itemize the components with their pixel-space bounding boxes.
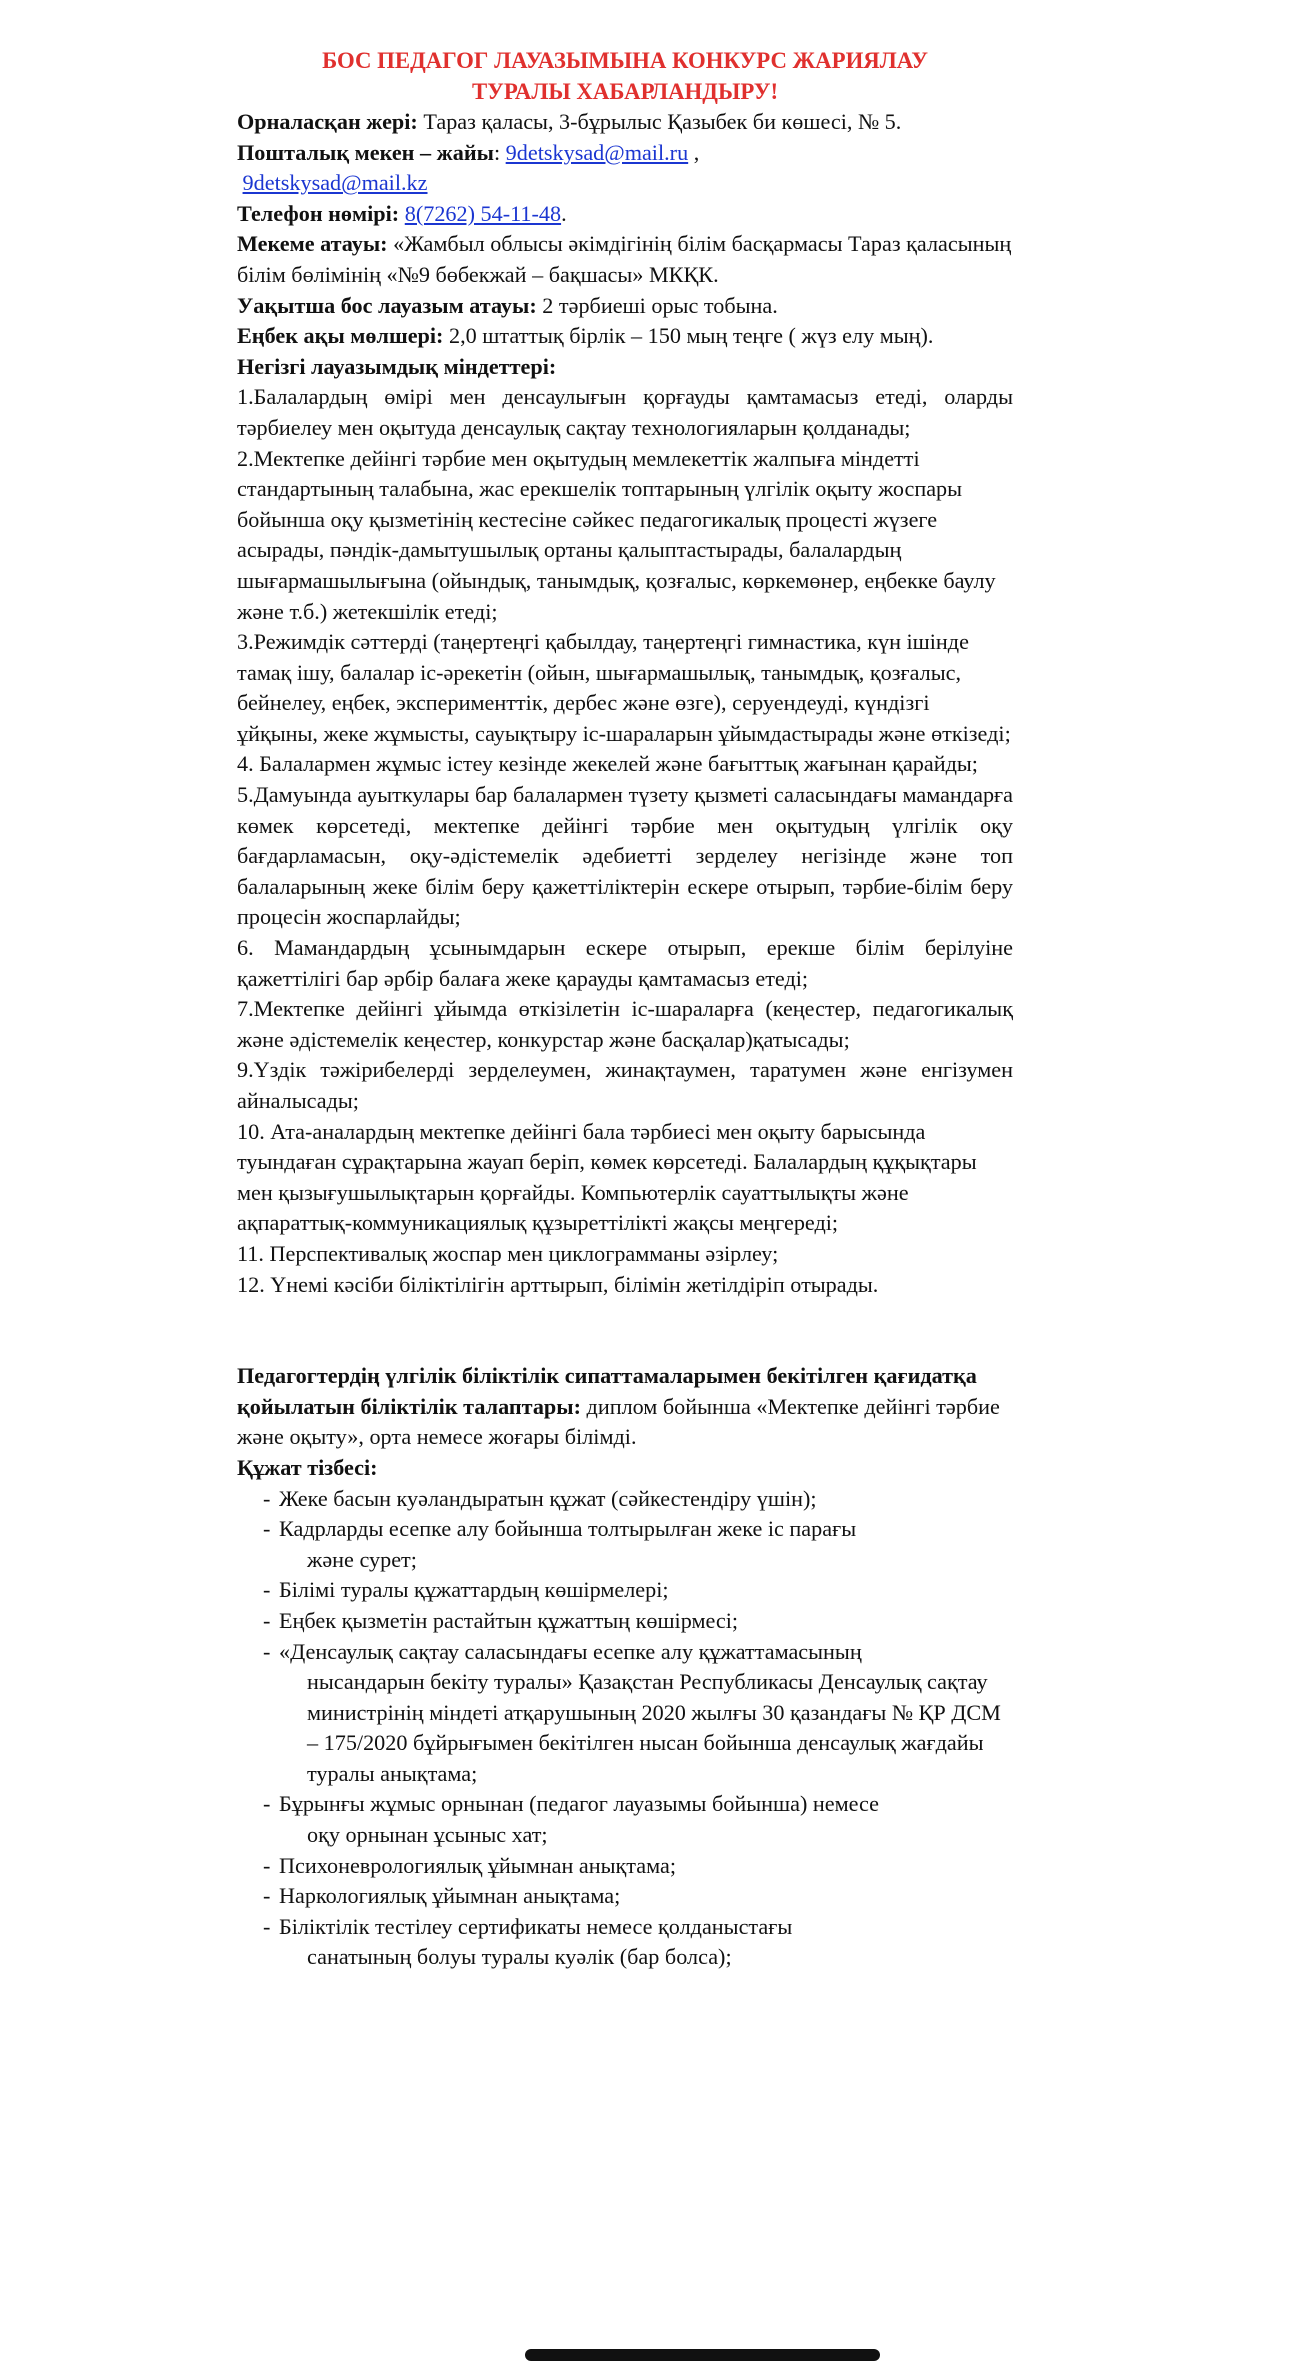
- duty-item: 9.Үздік тәжірибелерді зерделеумен, жинақтаумен, таратумен және енгізумен айналысады;: [237, 1057, 1013, 1113]
- document-item: [263, 1606, 1013, 1637]
- document-item-text: Біліктілік тестілеу сертификаты немесе қолданыстағы: [279, 1913, 793, 1939]
- phone-label: Телефон нөмірі:: [237, 200, 400, 226]
- document-item: [263, 1637, 1013, 1790]
- announcement-page: [237, 46, 1013, 1973]
- duty-item: 2.Мектепке дейінгі тәрбие мен оқытудың мемлекеттік жалпыға міндетті стандартының талабына, жас ерекшелік топтарының үлгілік оқыту жоспары бойынша оқу қызметінің кестесіне сәйкес педагогикалық процесті жүзеге асырады, пәндік-дамытушылық ортаны қалыптастырады, балалардың шығармашылығына (ойындық, танымдық, қозғалыс, көркемөнер, еңбекке баулу және т.б.) жетекшілік етеді;: [237, 445, 996, 624]
- phone-field: [237, 199, 1013, 230]
- document-item: [263, 1484, 1013, 1515]
- document-item-text: Наркологиялық ұйымнан анықтама;: [279, 1883, 621, 1909]
- document-item-continuation: санатының болуы туралы куәлік (бар болса);: [307, 1944, 732, 1970]
- vacancy-value: 2 тәрбиеші орыс тобына.: [536, 292, 778, 318]
- document-item: [263, 1851, 1013, 1882]
- document-item-text: Білімі туралы құжаттардың көшірмелері;: [279, 1577, 669, 1603]
- vacancy-label: Уақытша бос лауазым атауы:: [237, 292, 537, 318]
- duty-item: 1.Балалардың өмірі мен денсаулығын қорғауды қамтамасыз етеді, оларды тәрбиелеу мен оқытуда денсаулық сақтау технологияларын қолданады;: [237, 384, 1013, 440]
- document-item-text: «Денсаулық сақтау саласындағы есепке алу құжаттамасының: [279, 1638, 862, 1664]
- location-value: Тараз қаласы, 3-бұрылыс Қазыбек би көшесі, № 5.: [417, 109, 902, 134]
- duty-item: 10. Ата-аналардың мектепке дейінгі бала тәрбиесі мен оқыту барысында туындаған сұрақтарына жауап беріп, көмек көрсетеді. Балалардың құқықтары мен қызығушылықтарын қорғайды. Компьютерлік сауаттылықты және ақпараттық-коммуникациялық құзыреттілікті жақсы меңгереді;: [237, 1118, 977, 1236]
- salary-value: 2,0 штаттық бірлік – 150 мың теңге ( жүз елу мың).: [443, 323, 934, 349]
- duty-item: 5.Дамуында ауыткулары бар балалармен түзету қызметі саласындағы мамандарға көмек көрсетеді, мектепке дейінгі тәрбие мен оқытудың үлгілік оқу бағдарламасын, оқу-әдістемелік әдебиетті зерделеу негізінде және топ балаларының жеке білім беру қажеттіліктерін ескере отырып, тәрбие-білім беру процесін жоспарлайды;: [237, 782, 1013, 930]
- document-item-continuation: нысандарын бекіту туралы» Қазақстан Республикасы Денсаулық сақтау министрінің міндеті атқарушының 2020 жылғы 30 қазандағы № ҚР ДСМ – 175/2020 бұйрығымен бекітілген нысан бойынша денсаулық жағдайы туралы анықтама;: [307, 1669, 1001, 1786]
- postal-sep: :: [493, 139, 506, 165]
- home-indicator[interactable]: [525, 2349, 880, 2361]
- document-item-continuation: оқу орнынан ұсыныс хат;: [307, 1822, 548, 1848]
- duty-item: 4. Балалармен жұмыс істеу кезінде жекелей және бағыттық жағынан қарайды;: [237, 751, 978, 777]
- duty-item: 6. Мамандардың ұсынымдарын ескере отырып, ерекше білім берілуіне қажеттілігі бар әрбір балаға жеке қарауды қамтамасыз етеді;: [237, 935, 1013, 991]
- organization-value: «Жамбыл облысы әкімдігінің білім басқармасы Тараз қаласының білім бөлімінің «№9 бөбекжай – бақшасы» МКҚК.: [237, 231, 1012, 287]
- requirements-value: диплом бойынша «Мектепке дейінгі тәрбие және оқыту», орта немесе жоғары білімді.: [237, 1393, 1000, 1450]
- postal-label: Пошталық мекен – жайы: [237, 139, 494, 165]
- documents-heading: [237, 1453, 1013, 1484]
- document-item-continuation: және сурет;: [307, 1546, 417, 1572]
- document-item-text: Кадрларды есепке алу бойынша толтырылған жеке іс парағы: [279, 1516, 857, 1542]
- document-item: [263, 1514, 1013, 1575]
- organization-label: Мекеме атауы:: [237, 231, 388, 257]
- organization-field: [237, 229, 1013, 290]
- requirements-label: Педагогтердің үлгілік біліктілік сипаттамаларымен бекітілген қағидатқа қойылатын біліктілік талаптары:: [237, 1363, 977, 1419]
- documents-list: [237, 1484, 1013, 1974]
- duty-item: 11. Перспективалық жоспар мен циклограмманы әзірлеу;: [237, 1240, 779, 1266]
- title-line-1: БОС ПЕДАГОГ ЛАУАЗЫМЫНА КОНКУРС ЖАРИЯЛАУ: [322, 48, 928, 73]
- documents-title: Құжат тізбесі:: [237, 1454, 378, 1480]
- document-item: [263, 1912, 1013, 1973]
- location-label: Орналасқан жері:: [237, 109, 418, 134]
- phone-link[interactable]: 8(7262) 54-11-48: [404, 200, 562, 226]
- announcement-title: [237, 46, 1013, 107]
- document-item-text: Еңбек қызметін растайтын құжаттың көшірмесі;: [279, 1607, 739, 1633]
- location-field: [237, 107, 1013, 138]
- duties-heading: [237, 352, 1013, 383]
- document-item-text: Психоневрологиялық ұйымнан анықтама;: [279, 1852, 677, 1878]
- document-item: [263, 1789, 1013, 1850]
- email-link-kz[interactable]: 9detskysad@mail.kz: [242, 170, 428, 196]
- duties-title: Негізгі лауазымдық міндеттері:: [237, 353, 557, 379]
- duty-item: 7.Мектепке дейінгі ұйымда өткізілетін іс-шараларға (кеңестер, педагогикалық және әдістемелік кеңестер, конкурстар және басқалар)қатысады;: [237, 996, 1013, 1052]
- salary-label: Еңбек ақы мөлшері:: [237, 323, 444, 349]
- document-item-text: Бұрынғы жұмыс орнынан (педагог лауазымы бойынша) немесе: [279, 1791, 880, 1817]
- salary-field: [237, 321, 1013, 352]
- phone-tail: .: [561, 200, 567, 226]
- postal-field: [237, 138, 1013, 199]
- email-link-ru[interactable]: 9detskysad@mail.ru: [505, 139, 689, 165]
- requirements-field: [237, 1361, 1013, 1453]
- duty-item: 3.Режимдік сәттерді (таңертеңгі қабылдау, таңертеңгі гимнастика, күн ішінде тамақ ішу, балалар іс-әрекетін (ойын, шығармашылық, танымдық, қозғалыс, бейнелеу, еңбек, эксперименттік, дербес және өзге), серуендеуді, күндізгі ұйқыны, жеке жұмысты, сауықтыру іс-шараларын ұйымдастырады және өткізеді;: [237, 629, 1011, 746]
- document-item-text: Жеке басын куәландыратын құжат (сәйкестендіру үшін);: [279, 1485, 817, 1511]
- document-item: [263, 1575, 1013, 1606]
- title-line-2: ТУРАЛЫ ХАБАРЛАНДЫРУ!: [471, 78, 779, 104]
- vacancy-field: [237, 291, 1013, 322]
- postal-comma: ,: [688, 139, 700, 165]
- duty-item: 12. Үнемі кәсіби біліктілігін арттырып, білімін жетілдіріп отырады.: [237, 1271, 879, 1297]
- section-gap: [237, 1300, 1013, 1361]
- document-item: [263, 1881, 1013, 1912]
